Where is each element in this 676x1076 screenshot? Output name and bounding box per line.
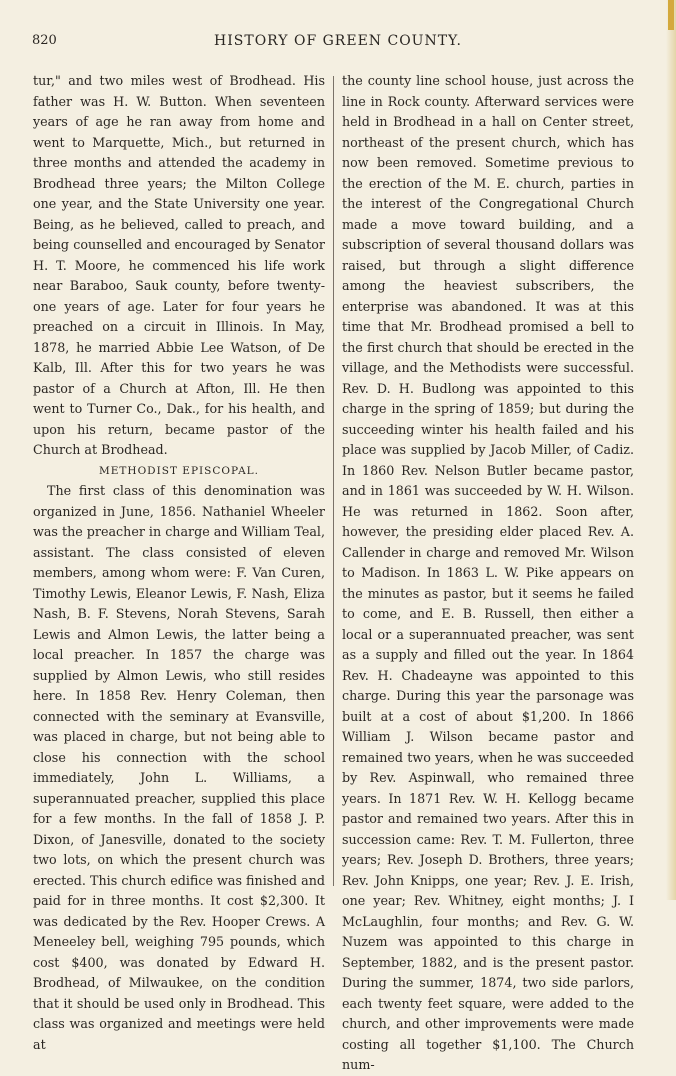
page-edge-mark <box>668 0 674 30</box>
left-paragraph-1: tur," and two miles west of Brodhead. His father was H. W. Button. When seventeen years of age he ran away from home and went to Marquette, Mich., but returned in three months and attended the academy in Brodhead three years; the Milton College one year, and the State University one year. Being, as he believed, called to preach, and being counselled and encouraged by Senator H. T. Moore, he commenced his life work near Baraboo, Sauk county, before twenty-one years of age. Later for four years he preached on a circuit in Illinois. In May, 1878, he married Abbie Lee Watson, of De Kalb, Ill. After this for two years he was pastor of a Church at Afton, Ill. He then went to Turner Co., Dak., for his health, and upon his return, became pastor of the Church at Brodhead. <box>33 73 325 457</box>
right-column <box>342 71 634 1076</box>
right-paragraph-1: the county line school house, just across the line in Rock county. Afterward services were held in Brodhead in a hall on Center street, northeast of the present church, which has now been removed. Sometime previous to the erection of the M. E. church, parties in the interest of the Congregational Church made a move toward building, and a subscription of several thousand dollars was raised, but through a slight difference among the heaviest subscribers, the enterprise was abandoned. It was at this time that Mr. Brodhead promised a bell to the first church that should be erected in the village, and the Methodists were successful. Rev. D. H. Budlong was appointed to this charge in the spring of 1859; but during the succeeding winter his health failed and his place was supplied by Jacob Miller, of Cadiz. In 1860 Rev. Nelson Butler became pastor, and in 1861 was succeeded by W. H. Wilson. He was returned in 1862. Soon after, however, the presiding elder placed Rev. A. Callender in charge and removed Mr. Wilson to Madison. In 1863 L. W. Pike appears on the minutes as pastor, but it seems he failed to come, and E. B. Russell, then either a local or a superannuated preacher, was sent as a supply and filled out the year. In 1864 Rev. H. Chadeayne was appointed to this charge. During this year the parsonage was built at a cost of about $1,200. In 1866 William J. Wilson became pastor and remained two years, when he was succeeded by Rev. Aspinwall, who remained three years. In 1871 Rev. W. H. Kellogg became pastor and remained two years. After this in succession came: Rev. T. M. Fullerton, three years; Rev. Joseph D. Brothers, three years; Rev. John Knipps, one year; Rev. J. E. Irish, one year; Rev. Whitney, eight months; J. I McLaughlin, four months; and Rev. G. W. Nuzem was appointed to this charge in September, 1882, and is the present pastor. During the summer, 1874, two side parlors, each twenty feet square, were added to the church, and other improvements were made costing all together $1,100. The Church num- <box>342 73 634 1072</box>
page-number: 820 <box>32 33 57 48</box>
column-divider <box>333 76 334 886</box>
page-header <box>30 33 646 53</box>
page-edge-shadow <box>666 0 676 900</box>
section-heading: METHODIST EPISCOPAL. <box>99 464 259 477</box>
left-column <box>33 71 325 1055</box>
running-title: HISTORY OF GREEN COUNTY. <box>214 33 462 49</box>
left-paragraph-2: The first class of this denomination was organized in June, 1856. Nathaniel Wheeler was the preacher in charge and William Teal, assistant. The class consisted of eleven members, among whom were: F. Van Curen, Timothy Lewis, Eleanor Lewis, F. Nash, Eliza Nash, B. F. Stevens, Norah Stevens, Sarah Lewis and Almon Lewis, the latter being a local preacher. In 1857 the charge was supplied by Almon Lewis, who still resides here. In 1858 Rev. Henry Coleman, then connected with the seminary at Evansville, was placed in charge, but not being able to close his connection with the school immediately, John L. Williams, a superannuated preacher, supplied this place for a few months. In the fall of 1858 J. P. Dixon, of Janesville, donated to the society two lots, on which the present church was erected. This church edifice was finished and paid for in three months. It cost $2,300. It was dedicated by the Rev. Hooper Crews. A Meneeley bell, weighing 795 pounds, which cost $400, was donated by Edward H. Brodhead, of Milwaukee, on the condition that it should be used only in Brodhead. This class was organized and meetings were held at <box>33 483 325 1052</box>
